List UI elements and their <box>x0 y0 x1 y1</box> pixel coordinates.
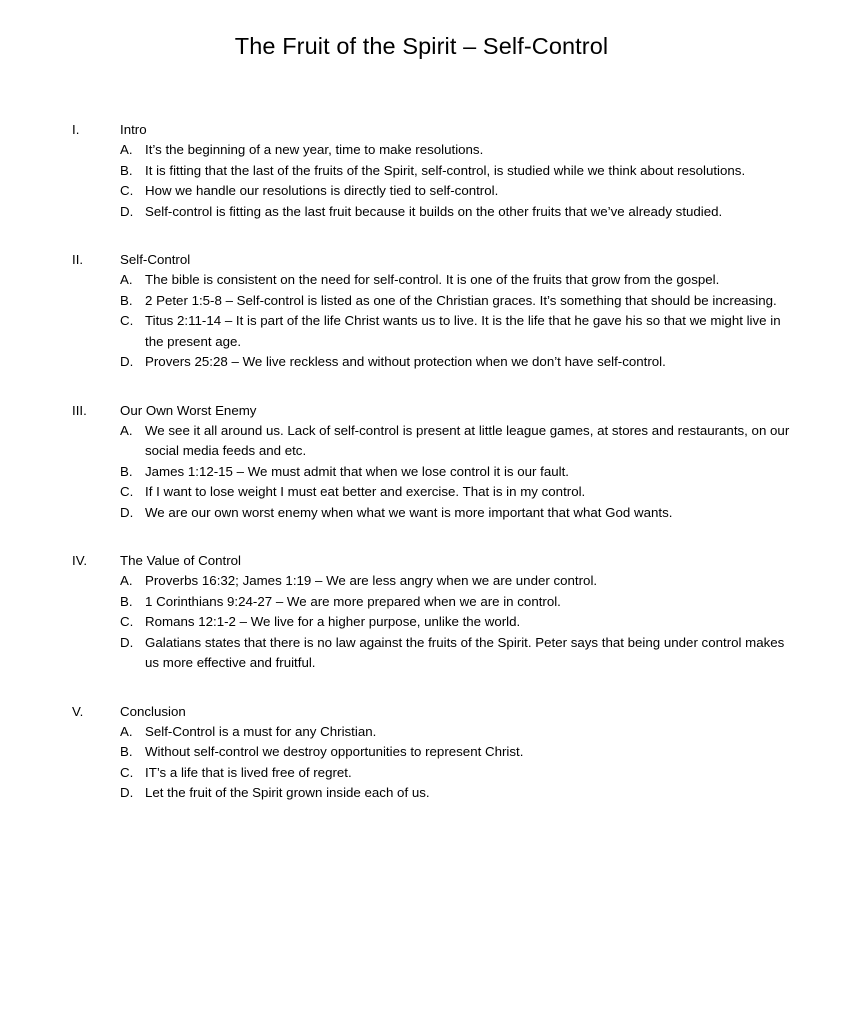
item-letter: D. <box>120 785 134 800</box>
list-item <box>72 181 797 202</box>
item-letter: B. <box>120 744 133 759</box>
outline-body <box>0 120 843 804</box>
section-numeral: IV. <box>72 553 88 568</box>
section-title: The Value of Control <box>120 553 241 568</box>
section-numeral: III. <box>72 402 87 418</box>
item-text: Self-Control is a must for any Christian. <box>145 723 377 739</box>
item-text: Self-control is fitting as the last fruit because it builds on the other fruits that we’ve already studied. <box>145 203 723 219</box>
section-items <box>72 140 797 222</box>
section-heading <box>72 250 797 270</box>
item-letter: B. <box>120 162 133 178</box>
item-text: 1 Corinthians 9:24-27 – We are more prepared when we are in control. <box>145 593 561 609</box>
item-letter: D. <box>120 203 134 219</box>
list-item <box>72 571 797 592</box>
item-text: Titus 2:11-14 – It is part of the life Christ wants us to live. It is the life that he gave his so that we might live in the present age. <box>145 313 781 349</box>
item-text: James 1:12-15 – We must admit that when we lose control it is our fault. <box>145 463 569 479</box>
item-letter: D. <box>120 504 134 520</box>
item-text: If I want to lose weight I must eat better and exercise. That is in my control. <box>145 484 586 499</box>
list-item <box>72 270 797 291</box>
item-text: Romans 12:1-2 – We live for a higher purpose, unlike the world. <box>145 614 521 629</box>
section-heading <box>72 120 797 140</box>
list-item <box>72 291 797 312</box>
outline-section <box>72 702 797 804</box>
item-letter: C. <box>120 484 134 499</box>
list-item <box>72 311 797 352</box>
outline-section <box>72 250 797 373</box>
outline-section <box>72 120 797 222</box>
item-text: It is fitting that the last of the fruits of the Spirit, self-control, is studied while we think about resolutions. <box>145 162 746 178</box>
section-title: Self-Control <box>120 252 191 267</box>
outline-section <box>72 551 797 674</box>
list-item <box>72 763 797 784</box>
outline-section <box>72 401 797 524</box>
section-numeral: I. <box>72 122 80 137</box>
list-item <box>72 612 797 633</box>
item-letter: B. <box>120 292 133 308</box>
item-letter: A. <box>120 142 133 157</box>
item-text: Provers 25:28 – We live reckless and without protection when we don’t have self-control. <box>145 354 666 369</box>
list-item <box>72 161 797 182</box>
item-letter: A. <box>120 422 133 438</box>
list-item <box>72 462 797 483</box>
list-item <box>72 783 797 804</box>
item-text: 2 Peter 1:5-8 – Self-control is listed as one of the Christian graces. It’s something that should be increasing. <box>145 292 777 308</box>
item-text: We see it all around us. Lack of self-control is present at little league games, at stores and restaurants, on our social media feeds and etc. <box>145 422 790 458</box>
section-title: Our Own Worst Enemy <box>120 402 257 418</box>
item-letter: D. <box>120 634 134 650</box>
list-item <box>72 633 797 674</box>
section-items <box>72 571 797 674</box>
list-item <box>72 592 797 613</box>
list-item <box>72 352 797 373</box>
section-items <box>72 270 797 373</box>
item-text: Galatians states that there is no law against the fruits of the Spirit. Peter says that being under control makes us more effective and fruitful. <box>145 634 785 670</box>
item-text: How we handle our resolutions is directly tied to self-control. <box>145 183 499 198</box>
list-item <box>72 140 797 161</box>
item-text: IT’s a life that is lived free of regret. <box>145 764 352 780</box>
list-item <box>72 202 797 223</box>
item-letter: A. <box>120 573 133 588</box>
item-text: Without self-control we destroy opportunities to represent Christ. <box>145 744 524 759</box>
section-items <box>72 421 797 524</box>
page-title: The Fruit of the Spirit – Self-Control <box>234 33 609 59</box>
item-text: Let the fruit of the Spirit grown inside each of us. <box>145 785 430 800</box>
list-item <box>72 722 797 743</box>
item-letter: A. <box>120 723 133 739</box>
item-letter: A. <box>120 272 133 287</box>
item-letter: C. <box>120 313 134 328</box>
list-item <box>72 742 797 763</box>
section-heading <box>72 551 797 571</box>
item-text: We are our own worst enemy when what we want is more important that what God wants. <box>145 504 673 520</box>
section-numeral: V. <box>72 703 84 719</box>
item-letter: B. <box>120 463 133 479</box>
item-letter: C. <box>120 183 134 198</box>
list-item <box>72 482 797 503</box>
list-item <box>72 421 797 462</box>
list-item <box>72 503 797 524</box>
item-letter: B. <box>120 593 133 609</box>
item-text: The bible is consistent on the need for self-control. It is one of the fruits that grow from the gospel. <box>145 272 720 287</box>
section-items <box>72 722 797 804</box>
section-heading <box>72 401 797 421</box>
item-letter: C. <box>120 614 134 629</box>
section-title: Intro <box>120 122 147 137</box>
section-title: Conclusion <box>120 703 186 719</box>
section-numeral: II. <box>72 252 84 267</box>
item-text: Proverbs 16:32; James 1:19 – We are less angry when we are under control. <box>145 573 598 588</box>
item-letter: D. <box>120 354 134 369</box>
section-heading <box>72 702 797 722</box>
item-letter: C. <box>120 764 134 780</box>
item-text: It’s the beginning of a new year, time to make resolutions. <box>145 142 484 157</box>
